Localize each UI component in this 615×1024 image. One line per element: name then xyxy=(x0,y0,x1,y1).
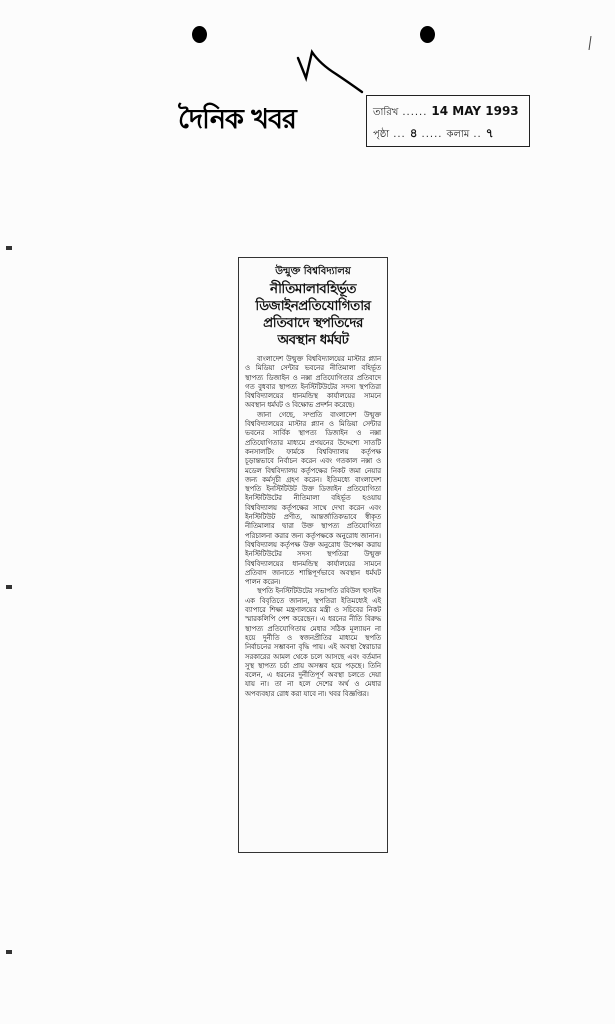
headline-line: প্রতিবাদে স্থপতিদের xyxy=(263,315,363,331)
date-label: তারিখ xyxy=(373,107,399,118)
date-stamp: তারিখ ...... 14 MAY 1993 পৃষ্ঠা ... ৪ ..... কলাম .. ৭ xyxy=(366,95,530,147)
article-paragraph: বাংলাদেশ উন্মুক্ত বিশ্ববিদ্যালয়ের মাস্টার প্ল্যান ও মিডিয়া সেন্টার ভবনের নীতিমালা বহির্ভূত স্থাপত্য ডিজাইন ও নক্সা প্রতিযোগিতার প্রতিবাদে গত বুধবার স্থাপত্য ইনস্টিটিউটের সদস্য স্থপতিরা বিশ্ববিদ্যালয়ের ধানমন্ডিস্থ কার্যালয়ের সামনে অবস্থান ধর্মঘট ও বিক্ষোভ প্রদর্শন করেছে। xyxy=(245,355,381,410)
handwritten-mark xyxy=(296,44,366,94)
news-clipping xyxy=(238,257,388,853)
headline-line: নীতিমালাবহির্ভূত xyxy=(270,281,356,297)
margin-tick xyxy=(587,36,593,50)
article-kicker: উন্মুক্ত বিশ্ববিদ্যালয় xyxy=(275,266,351,277)
column-value: ৭ xyxy=(485,126,494,140)
punch-hole-left xyxy=(192,26,207,43)
page-label: পৃষ্ঠা xyxy=(373,129,390,140)
article-paragraph: জানা গেছে, সম্প্রতি বাংলাদেশ উন্মুক্ত বিশ্ববিদ্যালয়ের মাস্টার প্ল্যান ও মিডিয়া সেন্টার ভবনের সার্বিক স্থাপত্য ডিজাইন ও নক্সা প্রতিযোগিতার মাধ্যমে প্রণয়নের উদ্দেশ্যে সাতটি কনসালটিং ফার্মকে বিশ্ববিদ্যালয় কর্তৃপক্ষ চূড়ান্তভাবে নির্বাচন করেন এবং গতকাল নক্সা ও মডেল বিশ্ববিদ্যালয় কর্তৃপক্ষের নিকট জমা নেয়ার জন্য কর্মসূচী গ্রহণ করেন। ইতিমধ্যে বাংলাদেশ স্থপতি ইনস্টিটিউট উক্ত ডিজাইন প্রতিযোগিতা ইনস্টিটিউটের নীতিমালা বহির্ভূত হওয়ায় বিশ্ববিদ্যালয় কর্তৃপক্ষের সাথে দেখা করেন এবং ইনস্টিটিউট প্রণীত, আন্তর্জাতিকভাবে স্বীকৃত নীতিমালার দ্বারা উক্ত স্থাপত্য প্রতিযোগিতা পরিচালনা করার জন্য কর্তৃপক্ষকে অনুরোধ জানান। বিশ্ববিদ্যালয় কর্তৃপক্ষ উক্ত অনুরোধ উপেক্ষা করায় ইনস্টিটিউটের সদস্য স্থপতিরা উন্মুক্ত বিশ্ববিদ্যালয়ের ধানমন্ডিস্থ কার্যালয়ের সামনে প্রতিবাদ জানাতে শান্তিপূর্ণভাবে অবস্থান ধর্মঘট পালন করেন। xyxy=(245,410,381,587)
date-value: 14 MAY 1993 xyxy=(431,104,519,118)
margin-tick xyxy=(6,585,12,589)
article-headline xyxy=(245,281,381,349)
page-value: ৪ xyxy=(409,126,418,140)
article-body xyxy=(245,355,381,699)
headline-line: অবস্থান ধর্মঘট xyxy=(277,332,349,348)
margin-tick xyxy=(6,246,12,250)
newspaper-masthead: দৈনিক খবর xyxy=(178,104,296,135)
headline-line: ডিজাইনপ্রতিযোগিতার xyxy=(255,298,371,314)
column-label: কলাম xyxy=(446,129,470,140)
article-paragraph: স্থপতি ইনস্টিটিউটের সভাপতি রবিউল হুসাইন এক বিবৃতিতে জানান, স্থপতিরা ইতিমধ্যেই এই ব্যাপারে শিক্ষা মন্ত্রণালয়ের মন্ত্রী ও সচিবের নিকট স্মারকলিপি পেশ করেছেন। এ ধরনের নীতি বিরুদ্ধ স্থাপত্য প্রতিযোগিতায় মেধার সঠিক মূল্যায়ন না হয়ে দুর্নীতি ও স্বজনপ্রীতির মাধ্যমে স্থপতি নির্বাচনের সম্ভাবনা বৃদ্ধি পায়। এই অবস্থা স্বৈরাচার সরকারের আমল থেকে চলে আসছে এবং বর্তমান সুস্থ স্থাপত্য চর্চা প্রায় অসম্ভব হয়ে পড়ছে। তিনি বলেন, এ ধরনের দুর্নীতিপূর্ণ অবস্থা চলতে দেয়া যায় না। তা না হলে দেশের অর্থ ও মেধার অপব্যবহার রোধ করা যাবে না। খবর বিজ্ঞপ্তির। xyxy=(245,587,381,698)
punch-hole-right xyxy=(420,26,435,43)
margin-tick xyxy=(6,950,12,954)
